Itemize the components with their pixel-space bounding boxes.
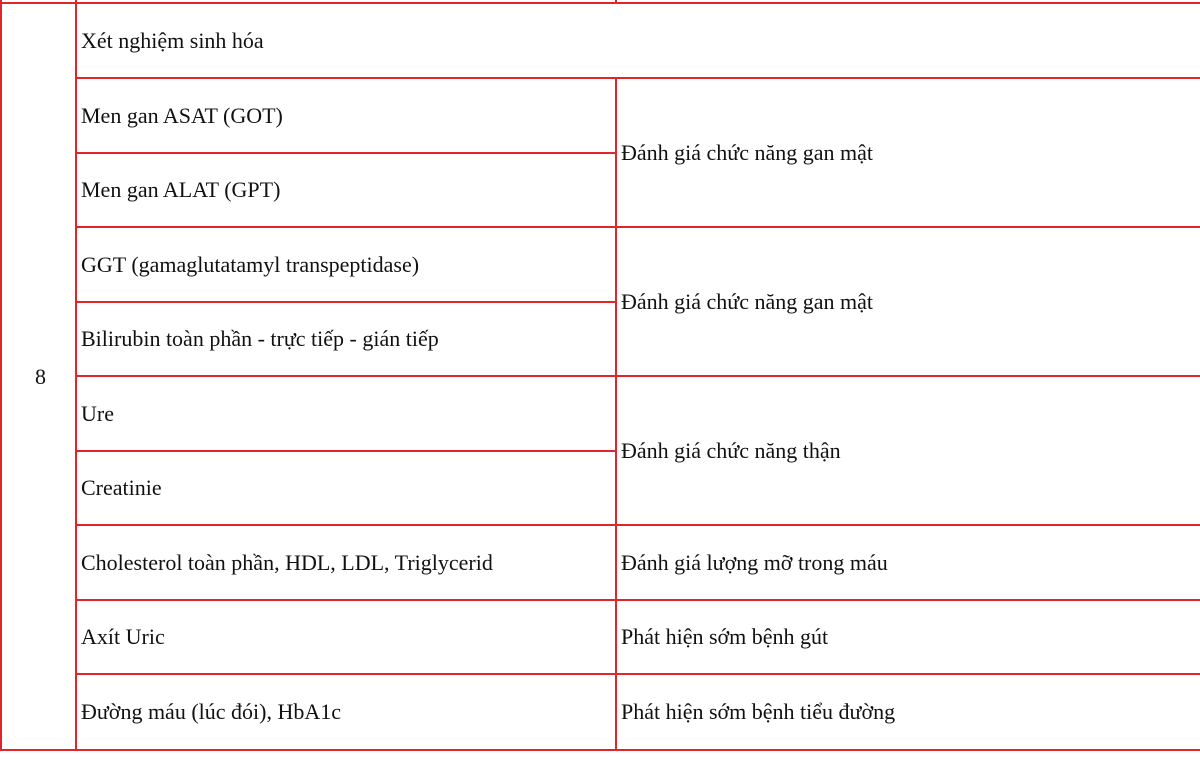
section-number: 8 [1,3,76,750]
table-row [1,674,1200,750]
test-name: Ure [76,376,616,451]
section-header-row [1,3,1200,78]
test-name: Đường máu (lúc đói), HbA1c [76,674,616,750]
test-purpose: Đánh giá lượng mỡ trong máu [616,525,1200,600]
test-name: GGT (gamaglutatamyl transpeptidase) [76,227,616,302]
test-purpose: Đánh giá chức năng thận [616,376,1200,525]
test-name: Bilirubin toàn phần - trực tiếp - gián tiếp [76,302,616,376]
test-name: Men gan ASAT (GOT) [76,78,616,153]
table-row [1,376,1200,451]
table-row [1,227,1200,302]
test-purpose: Phát hiện sớm bệnh tiểu đường [616,674,1200,750]
test-name: Cholesterol toàn phần, HDL, LDL, Triglycerid [76,525,616,600]
section-title: Xét nghiệm sinh hóa [76,3,1200,78]
test-name: Men gan ALAT (GPT) [76,153,616,227]
test-name: Axít Uric [76,600,616,674]
table-row [1,600,1200,674]
test-purpose: Đánh giá chức năng gan mật [616,227,1200,376]
test-name: Creatinie [76,451,616,525]
table-row [1,78,1200,153]
table-row [1,525,1200,600]
test-purpose: Phát hiện sớm bệnh gút [616,600,1200,674]
test-purpose: Đánh giá chức năng gan mật [616,78,1200,227]
